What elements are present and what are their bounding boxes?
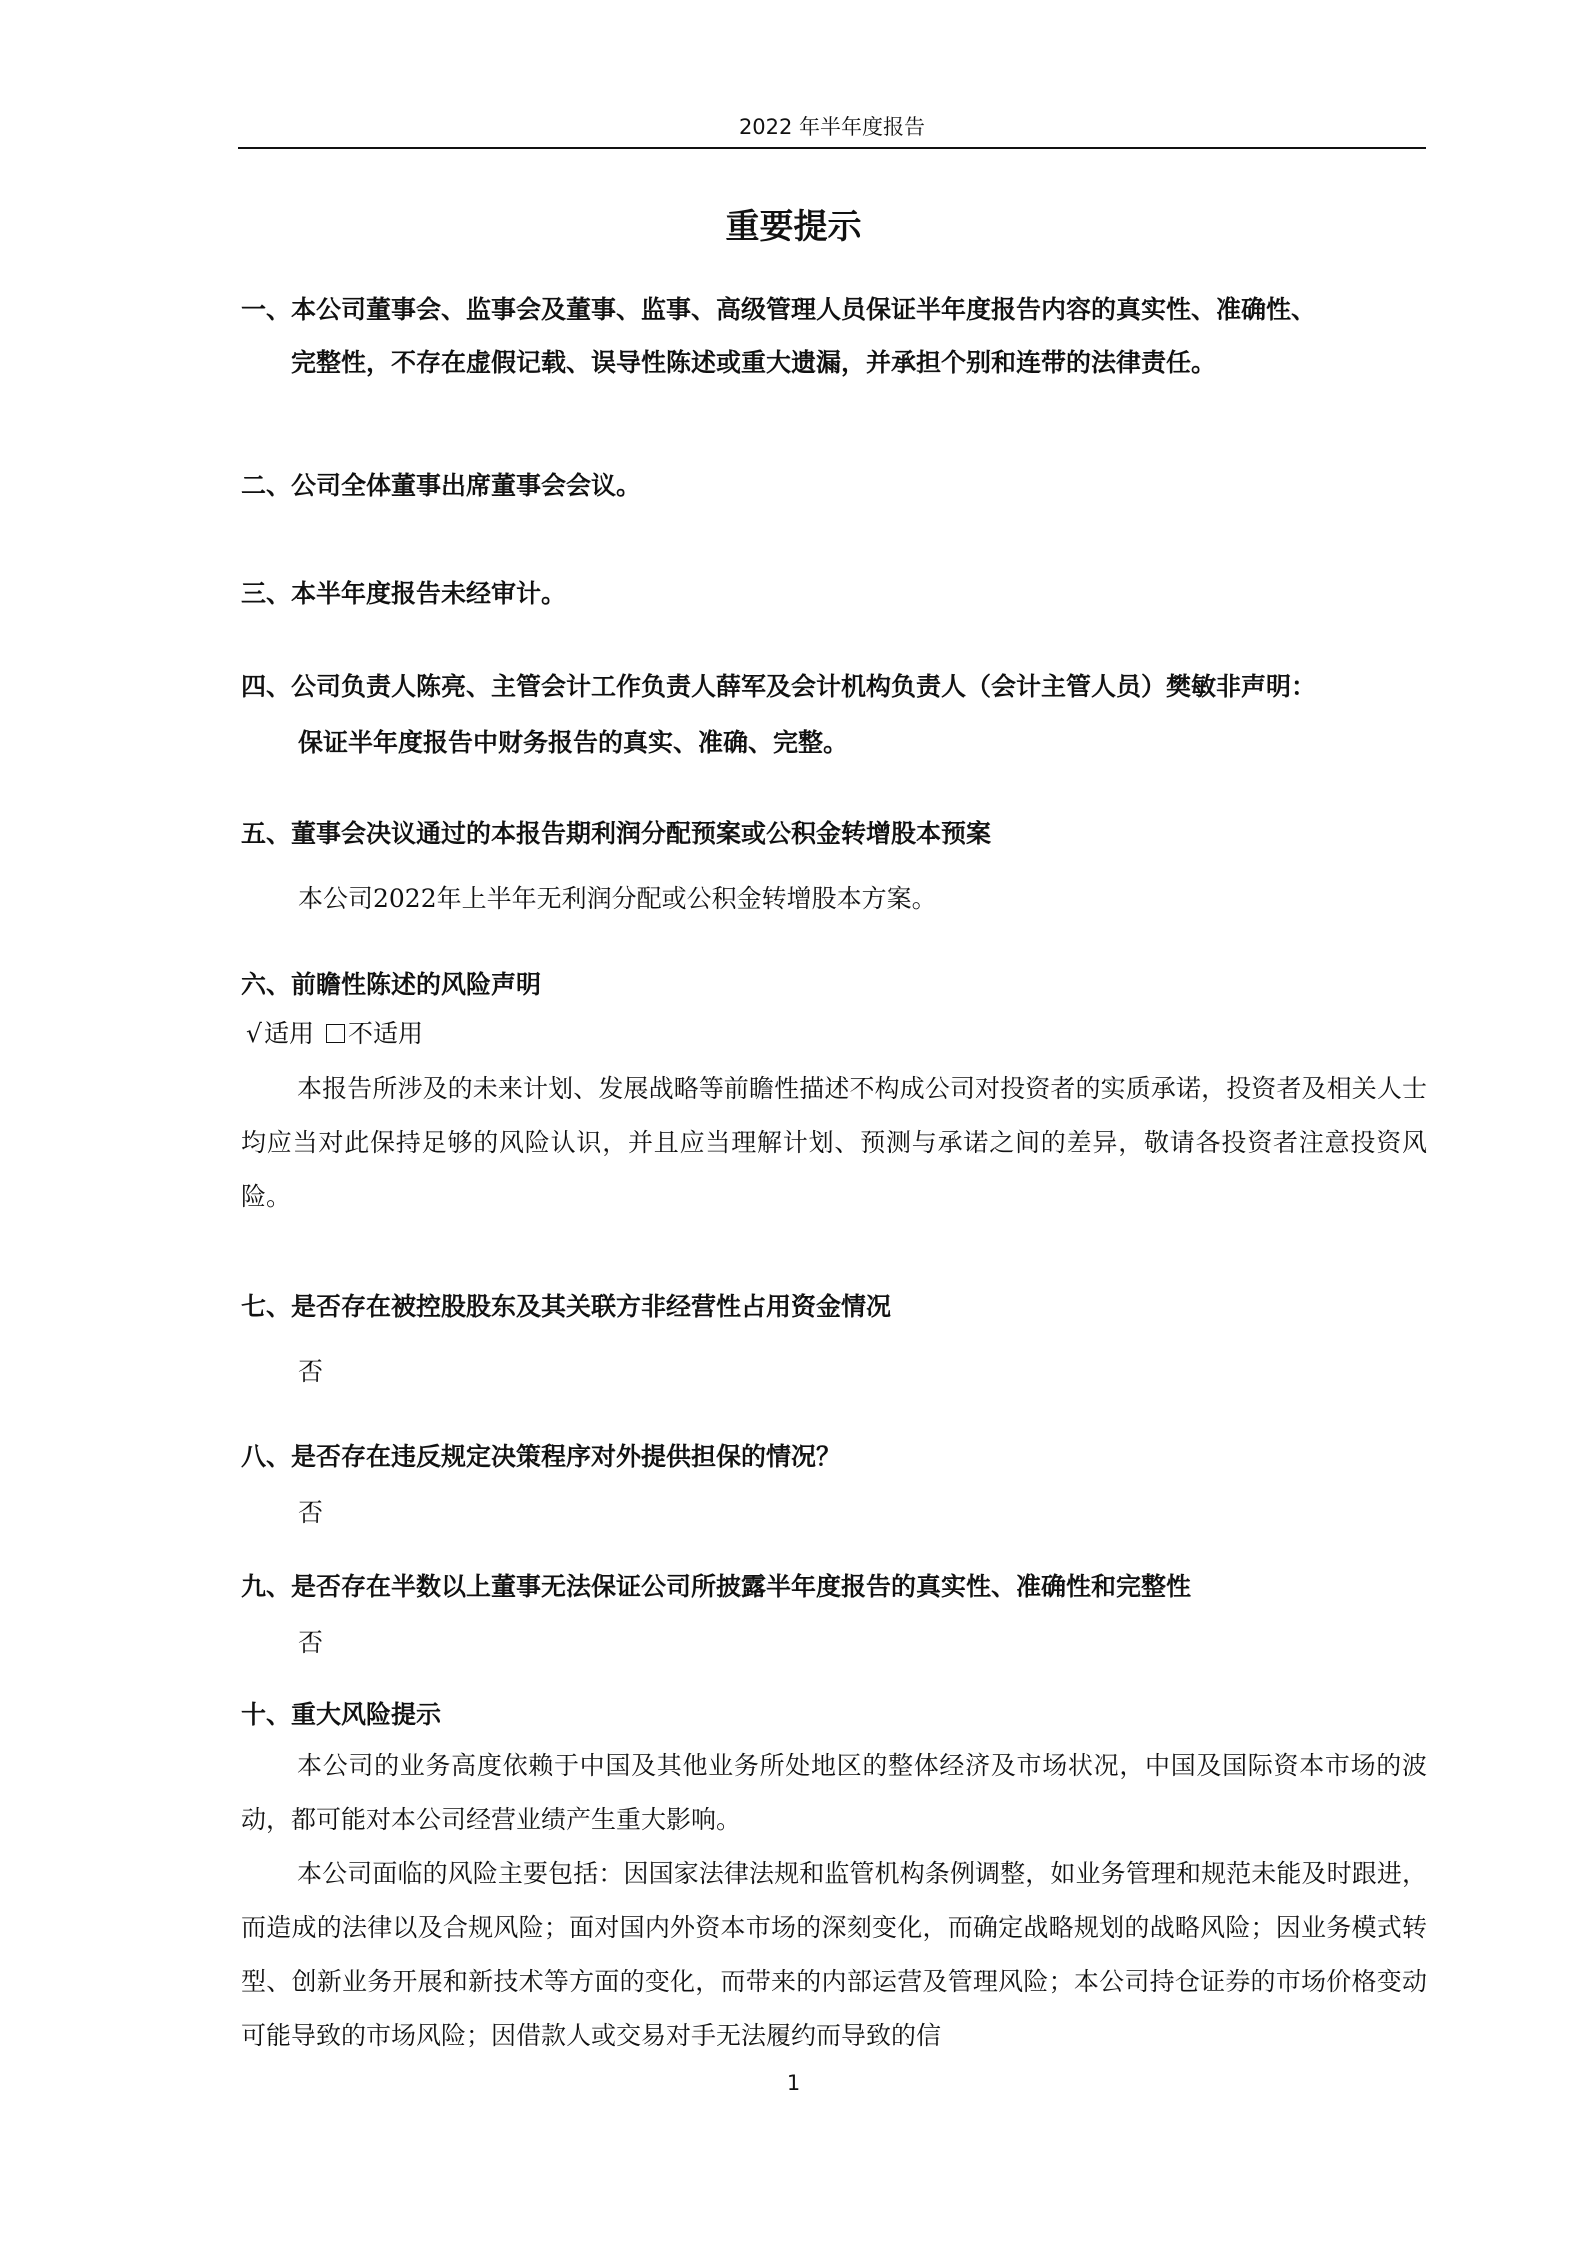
section-1-heading-line-1: 一、本公司董事会、监事会及董事、监事、高级管理人员保证半年度报告内容的真实性、准确性、 xyxy=(241,295,1317,324)
applicability-options xyxy=(246,1018,423,1050)
section-7-answer: 否 xyxy=(298,1357,324,1386)
check-mark-icon: √ xyxy=(246,1019,262,1048)
section-4-heading-line-1: 四、公司负责人陈亮、主管会计工作负责人薛军及会计机构负责人（会计主管人员）樊敏非声明： xyxy=(241,672,1317,701)
empty-checkbox-icon xyxy=(326,1024,345,1043)
section-7-heading: 七、是否存在被控股股东及其关联方非经营性占用资金情况 xyxy=(241,1292,892,1321)
section-6-heading: 六、前瞻性陈述的风险声明 xyxy=(241,970,542,999)
section-3-heading: 三、本半年度报告未经审计。 xyxy=(241,579,567,608)
page-title: 重要提示 xyxy=(725,207,862,247)
running-header: 2022 年半年度报告 xyxy=(738,115,926,139)
section-8-answer: 否 xyxy=(298,1498,324,1527)
section-10-paragraph-1: 本公司的业务高度依赖于中国及其他业务所处地区的整体经济及市场状况，中国及国际资本市场的波动，都可能对本公司经营业绩产生重大影响。 xyxy=(241,1751,1427,1834)
applicable-label: 适用 xyxy=(263,1019,314,1048)
section-1-heading-line-2: 完整性，不存在虚假记载、误导性陈述或重大遗漏，并承担个别和连带的法律责任。 xyxy=(291,348,1217,377)
page-number: 1 xyxy=(786,2071,801,2095)
not-applicable-label: 不适用 xyxy=(347,1019,423,1048)
section-6-body: 本报告所涉及的未来计划、发展战略等前瞻性描述不构成公司对投资者的实质承诺，投资者及相关人士均应当对此保持足够的风险认识，并且应当理解计划、预测与承诺之间的差异，敬请各投资者注意投资风险。 xyxy=(241,1074,1427,1211)
section-10-heading: 十、重大风险提示 xyxy=(241,1700,442,1729)
section-9-answer: 否 xyxy=(298,1628,324,1657)
section-10-paragraph-2: 本公司面临的风险主要包括：因国家法律法规和监管机构条例调整，如业务管理和规范未能及时跟进，而造成的法律以及合规风险；面对国内外资本市场的深刻变化，而确定战略规划的战略风险；因业务模式转型、创新业务开展和新技术等方面的变化，而带来的内部运营及管理风险；本公司持仓证券的市场价格变动可能导致的市场风险；因借款人或交易对手无法履约而导致的信 xyxy=(241,1859,1427,2050)
section-5-heading: 五、董事会决议通过的本报告期利润分配预案或公积金转增股本预案 xyxy=(241,819,992,848)
section-8-heading: 八、是否存在违反规定决策程序对外提供担保的情况？ xyxy=(241,1442,842,1471)
section-2-heading: 二、公司全体董事出席董事会会议。 xyxy=(241,471,642,500)
section-5-body: 本公司2022年上半年无利润分配或公积金转增股本方案。 xyxy=(298,884,937,913)
header-rule xyxy=(238,147,1426,149)
section-4-heading-line-2: 保证半年度报告中财务报告的真实、准确、完整。 xyxy=(298,728,849,757)
section-9-heading: 九、是否存在半数以上董事无法保证公司所披露半年度报告的真实性、准确性和完整性 xyxy=(241,1572,1192,1601)
